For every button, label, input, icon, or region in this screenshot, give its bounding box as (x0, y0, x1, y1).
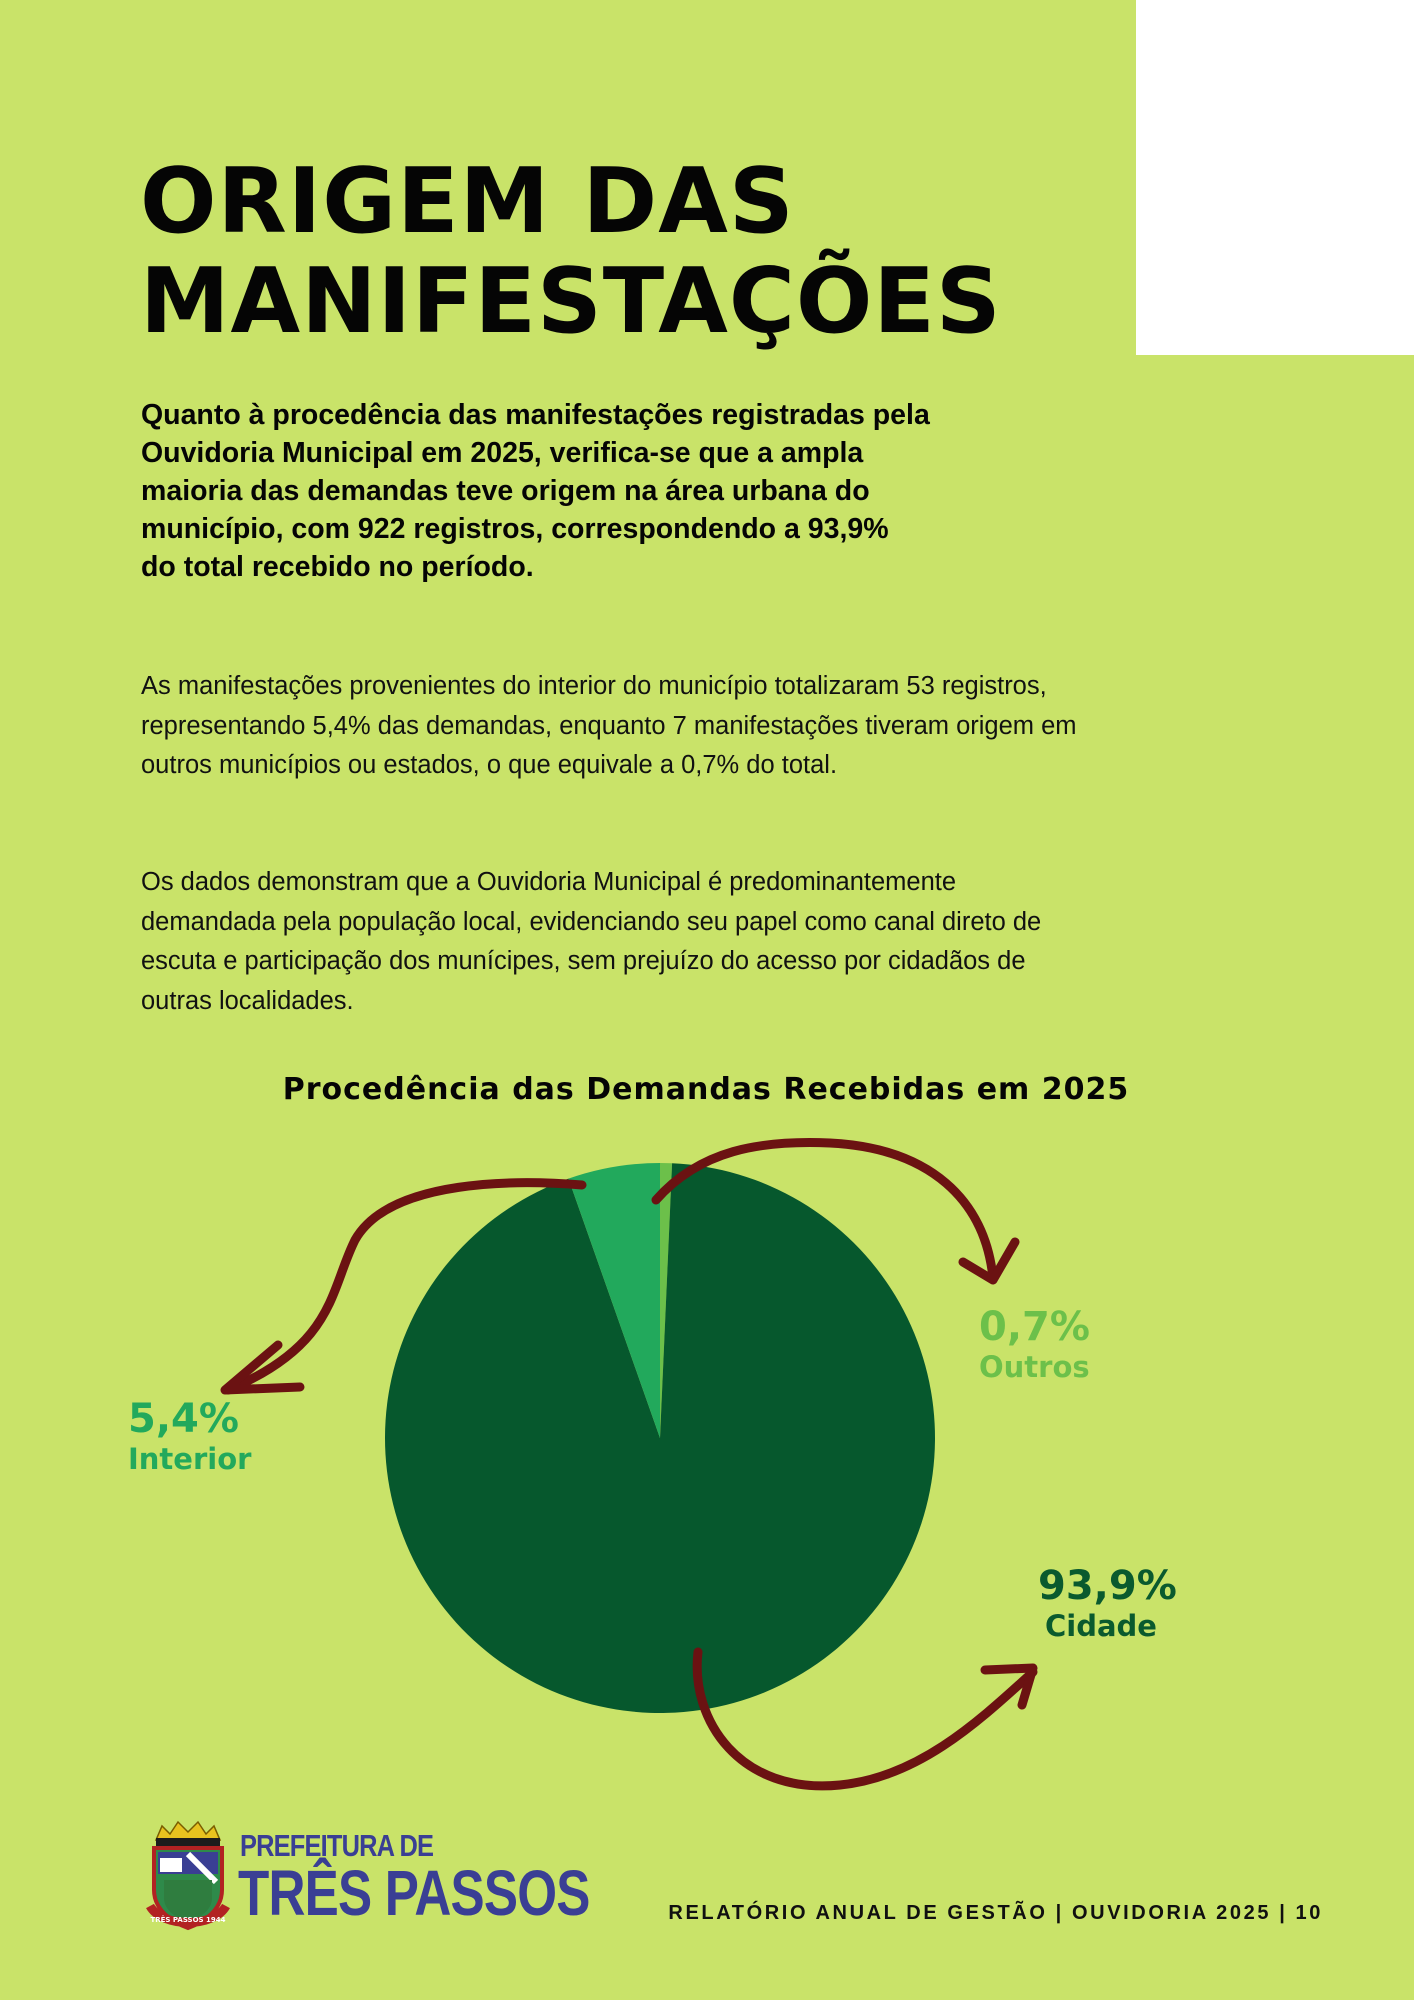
chart-title-text: Procedência das Demandas Recebidas em 2025 (282, 1072, 1130, 1107)
prefeitura-logo (142, 1818, 590, 1934)
label-interior (128, 1396, 251, 1476)
page-title-line2: MANIFESTAÇÕES (140, 249, 1002, 354)
lead-paragraph: Quanto à procedência das manifestações registradas pela Ouvidoria Municipal em 2025, verifica-se que a ampla maioria das demandas teve origem na área urbana do município, com 922 registros, correspondendo a 93,9% do total recebido no período. (141, 399, 930, 583)
label-cidade-percent: 93,9% (1038, 1563, 1177, 1609)
pie-slices (385, 1163, 935, 1713)
label-cidade (1038, 1563, 1177, 1643)
coat-of-arms-icon (142, 1818, 234, 1934)
label-outros-percent: 0,7% (979, 1304, 1090, 1350)
label-interior-percent: 5,4% (128, 1396, 239, 1442)
label-outros (979, 1304, 1090, 1384)
logo-line1: PREFEITURA DE (240, 1828, 434, 1863)
logo-line2: TRÊS PASSOS (238, 1857, 590, 1929)
body-paragraph-1: As manifestações provenientes do interior do município totalizaram 53 registros, representando 5,4% das demandas, enquanto 7 manifestações tiveram origem em outros municípios ou estados, o que equivale a 0,7% do total. (141, 672, 1077, 779)
footer-text: RELATÓRIO ANUAL DE GESTÃO | OUVIDORIA 2025 | 10 (668, 1902, 1323, 1924)
body-paragraph-2: Os dados demonstram que a Ouvidoria Municipal é predominantemente demandada pela população local, evidenciando seu papel como canal direto de escuta e participação dos munícipes, sem prejuízo do acesso por cidadãos de outras localidades. (141, 868, 1042, 1015)
label-interior-name: Interior (128, 1442, 252, 1476)
label-outros-name: Outros (979, 1350, 1090, 1384)
page-title-line1: ORIGEM DAS (140, 149, 795, 254)
seal-text: TRÊS PASSOS 1944 (150, 1916, 226, 1924)
label-cidade-name: Cidade (1045, 1609, 1157, 1643)
